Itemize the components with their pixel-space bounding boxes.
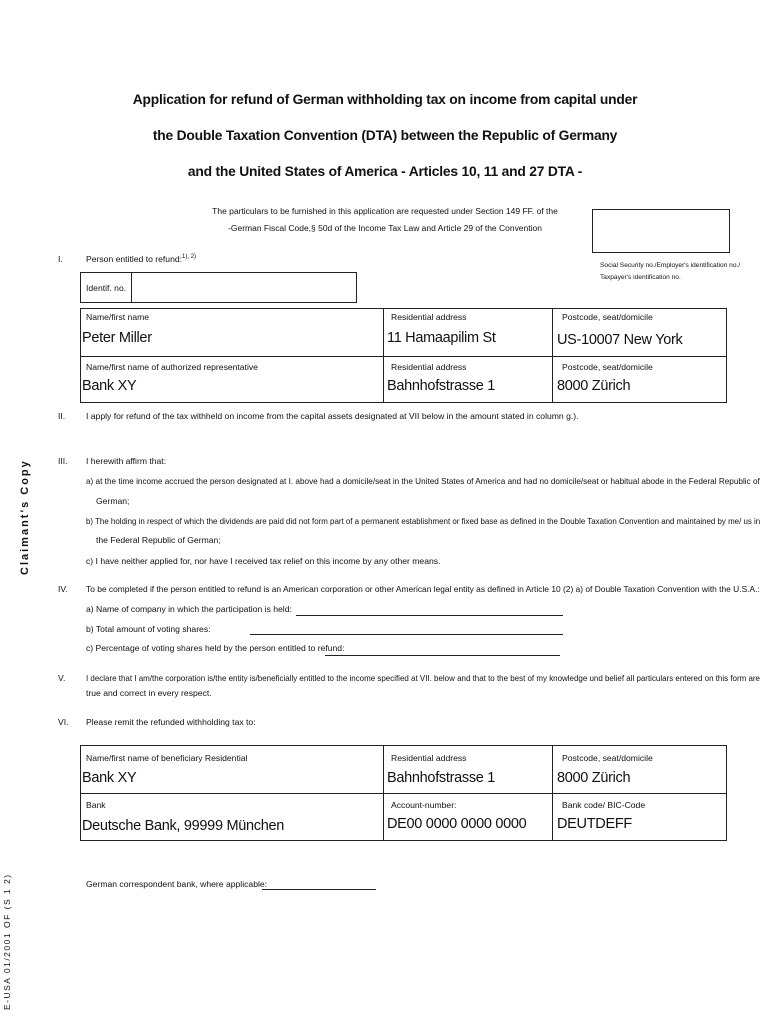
section-4-text: To be completed if the person entitled to refund is an American corporation or other American legal entity as defined in Article 10 (2) a) of Double Taxation Convention with the U.S.A.:	[86, 584, 760, 594]
beneficiary-address-label: Residential address	[391, 753, 467, 763]
section-3-intro: I herewith affirm that:	[86, 456, 167, 466]
tin-box[interactable]	[592, 209, 730, 253]
beneficiary-name-label: Name/first name of beneficiary Residential	[86, 753, 248, 763]
bank-label: Bank	[86, 800, 106, 810]
section-5-line-2: true and correct in every respect.	[86, 688, 212, 698]
representative-name-value[interactable]: Bank XY	[82, 378, 137, 394]
form-title-line-3: and the United States of America - Articles 10, 11 and 27 DTA -	[187, 163, 583, 179]
section-6-text: Please remit the refunded withholding tax to:	[86, 717, 256, 727]
representative-postcode-value[interactable]: 8000 Zürich	[557, 378, 631, 394]
section-3-item-a-line-2: German;	[96, 496, 130, 506]
section-6-number: VI.	[58, 717, 69, 727]
form-title-line-2: the Double Taxation Convention (DTA) between the Republic of Germany	[152, 127, 618, 143]
person-table-col-divider-2	[552, 308, 553, 403]
voting-percentage-blank[interactable]	[325, 655, 560, 656]
remittance-col-divider-1	[383, 745, 384, 841]
beneficiary-postcode-value[interactable]: 8000 Zürich	[557, 770, 631, 786]
section-3-item-a-line-1: a) at the time income accrued the person designated at I. above had a domicile/seat in the United States of America and had no domicile/seat or habitual abode in the Federal Republic of	[86, 476, 760, 486]
tin-caption-line-2: Taxpayer's identification no.	[600, 274, 681, 281]
representative-address-value[interactable]: Bahnhofstrasse 1	[387, 378, 496, 394]
person-table-divider	[80, 356, 727, 357]
bic-label: Bank code/ BIC-Code	[562, 800, 646, 810]
correspondent-bank-blank[interactable]	[262, 889, 376, 890]
beneficiary-postcode-label: Postcode, seat/domicile	[562, 753, 653, 763]
section-4-item-b: b) Total amount of voting shares:	[86, 624, 211, 634]
bic-value[interactable]: DEUTDEFF	[557, 816, 632, 832]
identif-divider	[131, 272, 132, 303]
claimant-copy-label: Claimant's Copy	[19, 459, 31, 575]
section-3-item-b-line-1: b) The holding in respect of which the dividends are paid did not form part of a permanent establishment or fixed base as defined in the Double Taxation Convention and maintained by me/ us in	[86, 516, 761, 526]
person-postcode-label: Postcode, seat/domicile	[562, 312, 653, 322]
account-number-label: Account-number:	[391, 800, 457, 810]
person-address-label: Residential address	[391, 312, 467, 322]
section-4-item-a: a) Name of company in which the participation is held:	[86, 604, 292, 614]
correspondent-bank-label: German correspondent bank, where applicable:	[86, 879, 268, 889]
section-1-number: I.	[58, 254, 63, 264]
person-name-value[interactable]: Peter Miller	[82, 330, 152, 346]
tin-caption-line-1: Social Security no./Employer's identification no./	[600, 262, 741, 269]
beneficiary-address-value[interactable]: Bahnhofstrasse 1	[387, 770, 496, 786]
company-name-blank[interactable]	[296, 615, 563, 616]
section-2-text: I apply for refund of the tax withheld on income from the capital assets designated at VII below in the amount stated in column g.).	[86, 411, 579, 421]
remittance-table-divider	[80, 793, 727, 794]
representative-postcode-label: Postcode, seat/domicile	[562, 362, 653, 372]
section-3-number: III.	[58, 456, 68, 466]
remittance-col-divider-2	[552, 745, 553, 841]
section-3-item-b-line-2: the Federal Republic of German;	[96, 535, 221, 545]
intro-text-line-1: The particulars to be furnished in this application are requested under Section 149 FF. of the	[212, 206, 558, 216]
form-code: E-USA 01/2001 OF (S 1 2)	[2, 873, 12, 1010]
section-3-item-c: c) I have neither applied for, nor have I received tax relief on this income by any other means.	[86, 556, 441, 566]
beneficiary-name-value[interactable]: Bank XY	[82, 770, 137, 786]
account-number-value[interactable]: DE00 0000 0000 0000	[387, 816, 527, 832]
person-table-col-divider-1	[383, 308, 384, 403]
representative-address-label: Residential address	[391, 362, 467, 372]
person-name-label: Name/first name	[86, 312, 150, 322]
section-5-number: V.	[58, 673, 66, 683]
section-2-number: II.	[58, 411, 66, 421]
bank-value[interactable]: Deutsche Bank, 99999 München	[82, 818, 284, 834]
section-4-item-c: c) Percentage of voting shares held by the person entitled to refund:	[86, 643, 345, 653]
person-address-value[interactable]: 11 Hamaapilim St	[387, 330, 496, 346]
representative-name-label: Name/first name of authorized representative	[86, 362, 258, 372]
section-4-number: IV.	[58, 584, 68, 594]
voting-shares-blank[interactable]	[250, 634, 563, 635]
section-5-line-1: I declare that I am/the corporation is/the entity is/beneficially entitled to the income specified at VII. below and that to the best of my knowledge und belief all particulars entered on this form are	[86, 673, 760, 683]
form-title-line-1: Application for refund of German withholding tax on income from capital under	[132, 91, 638, 107]
person-postcode-value[interactable]: US-10007 New York	[557, 332, 683, 348]
section-1-label: Person entitled to refund:$^{1), 2)}$	[86, 254, 197, 264]
intro-text-line-2: -German Fiscal Code,§ 50d of the Income Tax Law and Article 29 of the Convention	[228, 223, 542, 233]
identif-no-label: Identif. no.	[86, 283, 127, 293]
